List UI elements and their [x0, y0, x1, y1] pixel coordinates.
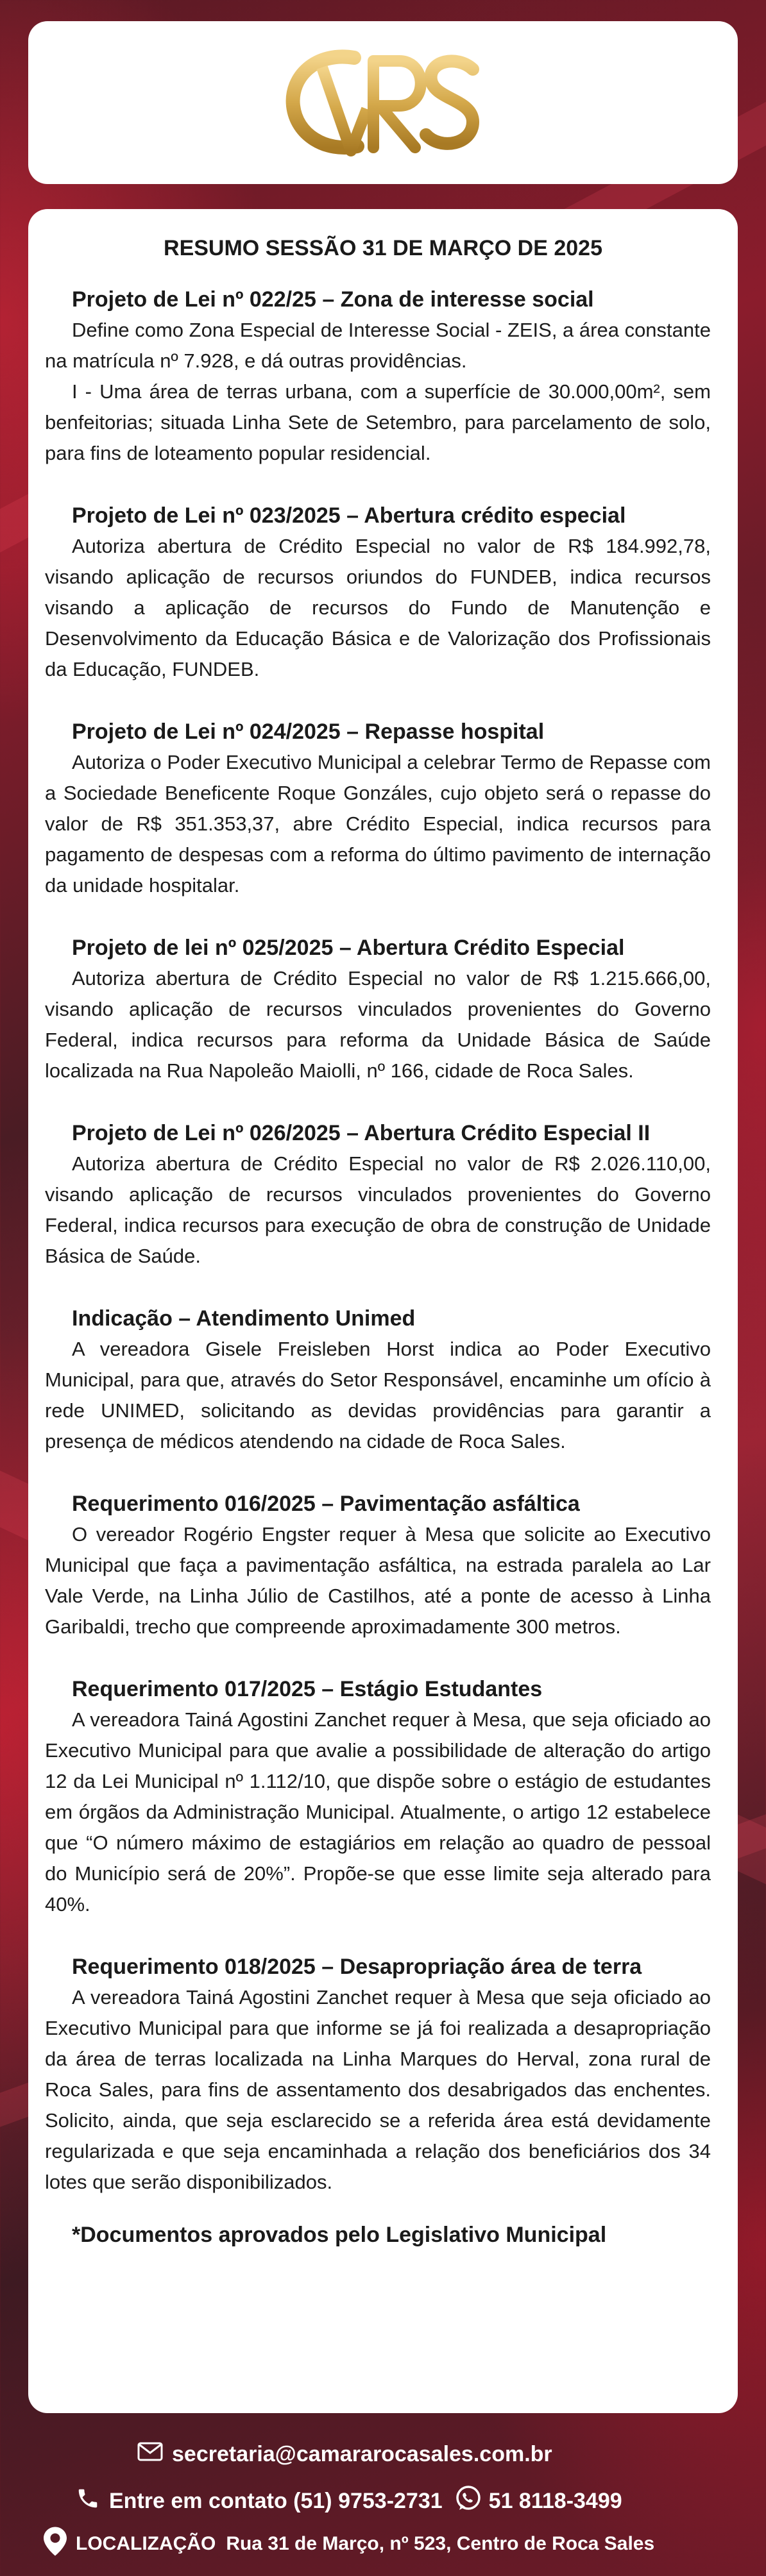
section-title: Projeto de lei nº 025/2025 – Abertura Crédito Especial [72, 936, 625, 960]
section-pl-022 [45, 284, 711, 469]
section-title: Projeto de Lei nº 023/2025 – Abertura crédito especial [72, 503, 626, 528]
logo-card [28, 21, 738, 184]
content-card [28, 209, 738, 2413]
section-req-018 [45, 1951, 711, 2198]
section-title: Projeto de Lei nº 026/2025 – Abertura Crédito Especial II [72, 1121, 651, 1145]
footer-email[interactable]: secretaria@camararocasales.com.br [172, 2442, 552, 2466]
section-title: Requerimento 018/2025 – Desapropriação área de terra [72, 1955, 642, 1979]
section-pl-026 [45, 1118, 711, 1272]
mail-icon [137, 2442, 163, 2467]
section-title: Requerimento 016/2025 – Pavimentação asfáltica [72, 1492, 580, 1516]
approval-note: *Documentos aprovados pelo Legislativo Municipal [72, 2223, 607, 2247]
section-pl-025 [45, 932, 711, 1086]
footer-contact-phone[interactable]: Entre em contato (51) 9753-2731 [109, 2489, 443, 2513]
whatsapp-icon [454, 2484, 482, 2518]
section-title: Indicação – Atendimento Unimed [72, 1306, 416, 1331]
phone-icon [76, 2486, 100, 2516]
session-title: RESUMO SESSÃO 31 DE MARÇO DE 2025 [164, 236, 602, 260]
footer-location-row [44, 2527, 654, 2561]
section-pl-024 [45, 716, 711, 901]
footer-whatsapp[interactable]: 51 8118-3499 [488, 2489, 622, 2513]
section-paragraph: Autoriza o Poder Executivo Municipal a celebrar Termo de Repasse com a Sociedade Beneficente Roque Gonzáles, cujo objeto será o repasse do valor de R$ 351.353,37, abre Crédito Especial, indica recursos para pagamento de despesas com a reforma do último pavimento de internação da unidade hospitalar. [45, 751, 711, 897]
footer-address: Rua 31 de Março, nº 523, Centro de Roca Sales [226, 2533, 655, 2554]
section-paragraph: Autoriza abertura de Crédito Especial no valor de R$ 1.215.666,00, visando aplicação de recursos vinculados provenientes do Governo Federal, indica recursos para reforma da Unidade Básica de Saúde localizada na Rua Napoleão Maiolli, nº 166, cidade de Roca Sales. [45, 967, 711, 1082]
section-paragraph: A vereadora Gisele Freisleben Horst indica ao Poder Executivo Municipal, para que, através do Setor Responsável, encaminhe um ofício à rede UNIMED, solicitando as devidas providências para garantir a presença de médicos atendendo na cidade de Roca Sales. [45, 1338, 711, 1452]
section-paragraph: I - Uma área de terras urbana, com a superfície de 30.000,00m², sem benfeitorias; situada Linha Sete de Setembro, para parcelamento de solo, para fins de loteamento popular residencial. [45, 380, 711, 464]
section-title: Projeto de Lei nº 024/2025 – Repasse hospital [72, 720, 545, 744]
cvrs-logo [277, 38, 489, 167]
footer-contact-row [76, 2484, 622, 2518]
section-paragraph: A vereadora Tainá Agostini Zanchet requer à Mesa que seja oficiado ao Executivo Municipal para que informe se já foi realizada a desapropriação da área de terras localizada na Linha Marques do Herval, zona rural de Roca Sales, para fins de assentamento dos desabrigados das enchentes. Solicito, ainda, que seja esclarecido se a referida área está devidamente regularizada e que seja encaminhada a relação dos beneficiários dos 34 lotes que serão disponibilizados. [45, 1986, 711, 2193]
section-req-017 [45, 1674, 711, 1920]
section-pl-023 [45, 500, 711, 685]
section-paragraph: Define como Zona Especial de Interesse Social - ZEIS, a área constante na matrícula nº 7.928, e dá outras providências. [45, 319, 711, 372]
section-title: Projeto de Lei nº 022/25 – Zona de interesse social [72, 287, 594, 312]
section-paragraph: O vereador Rogério Engster requer à Mesa que solicite ao Executivo Municipal que faça a pavimentação asfáltica, na estrada paralela ao Lar Vale Verde, na Linha Júlio de Castilhos, até a ponte de acesso à Linha Garibaldi, trecho que compreende aproximadamente 300 metros. [45, 1523, 711, 1638]
section-req-016 [45, 1488, 711, 1642]
footer-email-row[interactable] [137, 2442, 552, 2467]
section-paragraph: A vereadora Tainá Agostini Zanchet requer à Mesa, que seja oficiado ao Executivo Municipal para que avalie a possibilidade de alteração do artigo 12 da Lei Municipal nº 1.112/10, que dispõe sobre o estágio de estudantes em órgãos da Administração Municipal. Atualmente, o artigo 12 estabelece que “O número máximo de estagiários em relação ao quadro de pessoal do Município será de 20%”. Propõe-se que esse limite seja alterado para 40%. [45, 1708, 711, 1915]
footer-location-label: LOCALIZAÇÃO [76, 2533, 216, 2554]
section-indicacao-unimed [45, 1303, 711, 1457]
location-pin-icon [44, 2527, 67, 2561]
section-paragraph: Autoriza abertura de Crédito Especial no valor de R$ 184.992,78, visando aplicação de recursos oriundos do FUNDEB, indica recursos visando a aplicação de recursos do Fundo de Manutenção e Desenvolvimento da Educação Básica e de Valorização dos Profissionais da Educação, FUNDEB. [45, 535, 711, 680]
section-title: Requerimento 017/2025 – Estágio Estudantes [72, 1677, 543, 1701]
section-paragraph: Autoriza abertura de Crédito Especial no valor de R$ 2.026.110,00, visando aplicação de recursos vinculados provenientes do Governo Federal, indica recursos para execução de obra de construção de Unidade Básica de Saúde. [45, 1152, 711, 1267]
